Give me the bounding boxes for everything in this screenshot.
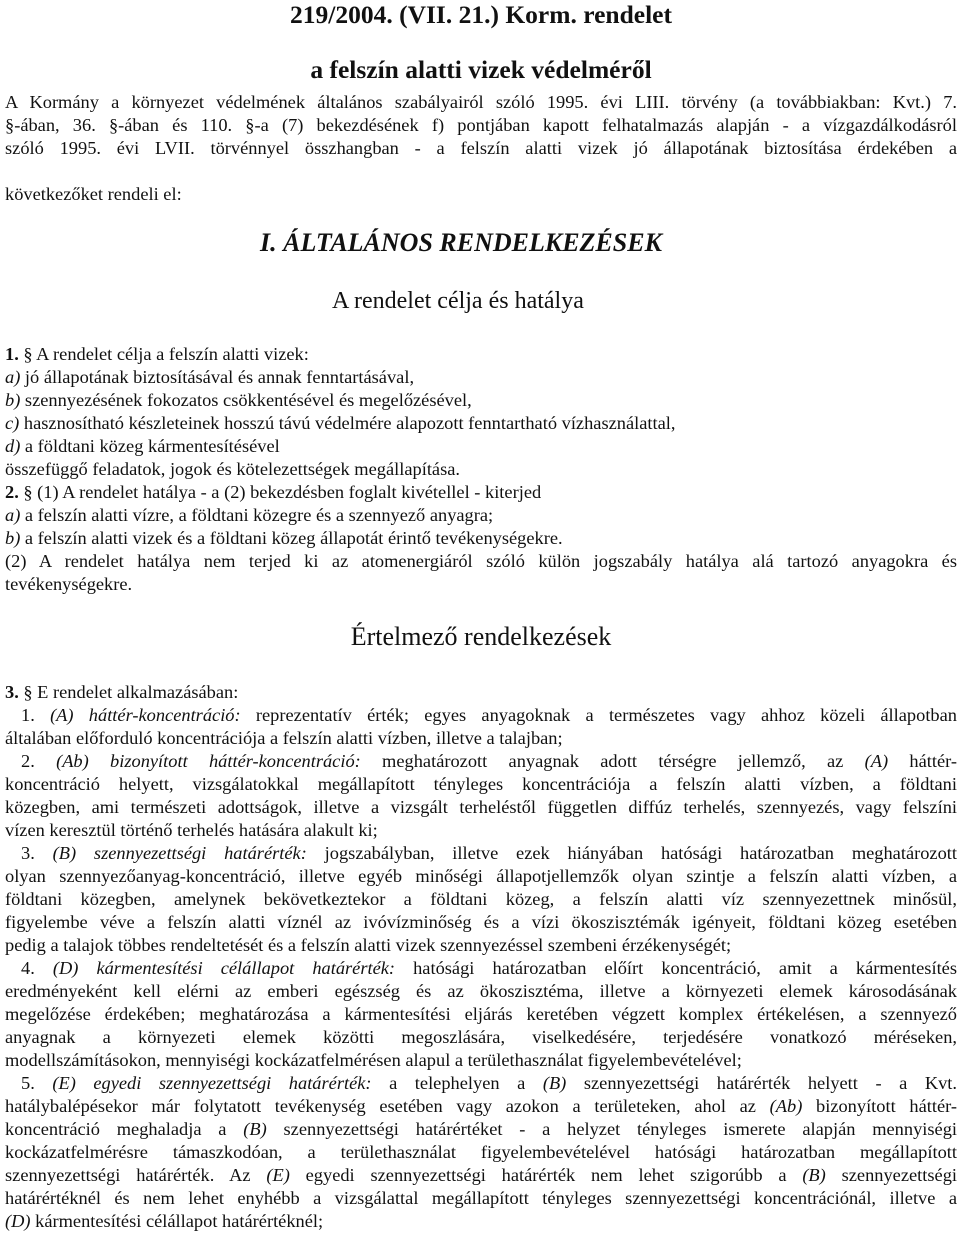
definition-ref: (E) — [266, 1165, 290, 1185]
chapter-heading: I. ÁLTALÁNOS RENDELKEZÉSEK — [260, 228, 662, 257]
item-text: a felszín alatti vízre, a földtani közegre és a szennyező anyagra; — [20, 505, 494, 525]
definition-number: 3. — [21, 843, 53, 863]
section-1-closing: összefüggő feladatok, jogok és kötelezettségek megállapítása. — [5, 459, 461, 479]
section-number: 3. — [5, 682, 24, 702]
definition-5-cont: kockázatfelmérésre támaszkodóan, a területhasználat figyelembevételével hatósági határozatban megállapított — [5, 1142, 957, 1162]
definition-text: szennyezettségi határértéket - a helyzet tényleges ismerete alapján mennyiségi — [266, 1119, 957, 1139]
definition-ref: (A) — [864, 751, 889, 771]
preamble-line: következőket rendeli el: — [5, 184, 182, 204]
definition-4-cont: eredményeként kell elérni az emberi egészség és az ökoszisztéma, illetve a környezeti elemek károsodásának — [5, 981, 957, 1001]
definition-text: reprezentatív érték; egyes anyagoknak a természetes vagy ahhoz közeli állapotban — [240, 705, 957, 725]
section-number: 1. — [5, 344, 24, 364]
item-mark: b) — [5, 390, 21, 410]
definition-5-cont — [5, 1164, 957, 1187]
definition-text: szennyezettségi — [825, 1165, 958, 1185]
list-item — [5, 435, 957, 458]
section-2-paragraph-2: (2) A rendelet hatálya nem terjed ki az atomenergiáról szóló külön jogszabály hatálya alá tartozó anyagokra és — [5, 551, 957, 571]
document-subtitle: a felszín alatti vizek védelméről — [310, 55, 652, 84]
definition-2-cont: vízen keresztül történő terhelés hatására alakult ki; — [5, 820, 378, 840]
definition-5-cont: határértéknél és nem lehet enyhébb a vizsgálattal megállapított tényleges szennyezettségi koncentrációnál, illetve a — [5, 1188, 957, 1208]
definition-text: egyedi szennyezettségi határérték nem lehet szigorúbb a — [289, 1165, 803, 1185]
definition-text: koncentráció meghaladja a — [5, 1119, 244, 1139]
definition-number: 5. — [21, 1073, 53, 1093]
item-mark: d) — [5, 436, 21, 456]
item-mark: a) — [5, 367, 21, 387]
section-text: § A rendelet célja a felszín alatti vizek: — [23, 344, 309, 364]
list-item — [5, 412, 957, 435]
section-text: § (1) A rendelet hatálya - a (2) bekezdésben foglalt kivétellel - kiterjed — [23, 482, 542, 502]
section-text: § E rendelet alkalmazásában: — [23, 682, 239, 702]
definition-5-cont — [5, 1210, 957, 1233]
item-mark: c) — [5, 413, 20, 433]
definition-number: 4. — [21, 958, 53, 978]
definition-text: szennyezettségi határérték. Az — [5, 1165, 267, 1185]
definition-text: szennyezettségi határérték helyett - a Kvt. — [566, 1073, 958, 1093]
definition-4-cont: anyagnak a környezeti elemek közötti megoszlására, viselkedésére, terjedésére vonatkozó méréseken, — [5, 1027, 957, 1047]
definition-number: 1. — [21, 705, 51, 725]
definition-ref: (Ab) — [769, 1096, 803, 1116]
definition-term: (Ab) bizonyított háttér-koncentráció: — [56, 751, 361, 771]
definition-text: hatósági határozatban előírt koncentráció, amit a kármentesítés — [395, 958, 958, 978]
definition-3-cont: földtani közegben, amelynek bekövetkeztekor a földtani közeg, a felszín alatti víz szennyezettnek minősül, — [5, 889, 957, 909]
section-1-intro — [5, 343, 957, 366]
list-item — [5, 366, 957, 389]
definition-3 — [5, 842, 957, 865]
definitions-heading: Értelmező rendelkezések — [350, 622, 612, 651]
definition-term: (D) kármentesítési célállapot határérték: — [52, 958, 396, 978]
definition-3-cont: olyan szennyezőanyag-koncentráció, illetve egyéb minőségi állapotjellemzők olyan szintje a felszín alatti vízben, a — [5, 866, 957, 886]
section-3-intro — [5, 681, 957, 704]
item-text: szennyezésének fokozatos csökkentésével és megelőzésével, — [20, 390, 472, 410]
definition-ref: (B) — [243, 1119, 267, 1139]
definition-4 — [5, 957, 957, 980]
definition-text: bizonyított háttér- — [802, 1096, 957, 1116]
definition-term: (E) egyedi szennyezettségi határérték: — [52, 1073, 372, 1093]
definition-2-cont: közegben, ami természeti adottságok, illetve a vizsgált terheléstől független diffúz terhelés, szennyezés, vagy felszíni — [5, 797, 957, 817]
definition-5-cont — [5, 1118, 957, 1141]
definition-ref: (B) — [542, 1073, 567, 1093]
preamble-line: A Kormány a környezet védelmének általános szabályairól szóló 1995. évi LIII. törvény (a továbbiakban: Kvt.) 7. — [5, 92, 957, 112]
definition-5-cont — [5, 1095, 957, 1118]
definition-2-cont: koncentráció helyett, vizsgálatokkal megállapított tényleges koncentrációja a felszín alatti vízben, a földtani — [5, 774, 957, 794]
item-mark: b) — [5, 528, 21, 548]
definition-4-cont: modellszámításokon, mennyiségi kockázatfelmérésen alapul a területhasználat figyelembevételével; — [5, 1050, 742, 1070]
definition-2 — [5, 750, 957, 773]
list-item — [5, 504, 957, 527]
definition-1 — [5, 704, 957, 727]
definition-text: a telephelyen a — [371, 1073, 543, 1093]
section-2-paragraph-2: tevékenységekre. — [5, 574, 133, 594]
list-item — [5, 389, 957, 412]
item-text: a földtani közeg kármentesítésével — [20, 436, 280, 456]
definition-3-cont: figyelembe véve a felszín alatti víznél az ivóvízminőség és a vízi ökoszisztémák igényeit, földtani közeg esetében — [5, 912, 957, 932]
definition-3-cont: pedig a talajok többes rendeltetését és a felszín alatti vizek szennyezéssel szembeni érzékenységét; — [5, 935, 732, 955]
definition-ref: (D) — [5, 1211, 31, 1231]
definition-text: jogszabályban, illetve ezek hiányában hatósági határozatban meghatározott — [306, 843, 958, 863]
definition-text: hatálybalépésekor már folytatott tevékenység esetében vagy azokon a területeken, ahol az — [5, 1096, 770, 1116]
definition-number: 2. — [21, 751, 57, 771]
item-text: hasznosítható készleteinek hosszú távú védelmére alapozott fenntartható vízhasználattal, — [19, 413, 676, 433]
item-text: a felszín alatti vizek és a földtani közeg állapotát érintő tevékenységekre. — [20, 528, 563, 548]
definition-term: (B) szennyezettségi határérték: — [52, 843, 307, 863]
list-item — [5, 527, 957, 550]
document-title: 219/2004. (VII. 21.) Korm. rendelet — [290, 0, 672, 29]
definition-text: meghatározott anyagnak adott térségre jellemző, az — [360, 751, 865, 771]
item-text: jó állapotának biztosításával és annak fenntartásával, — [20, 367, 415, 387]
definition-term: (A) háttér-koncentráció: — [50, 705, 241, 725]
definition-text: kármentesítési célállapot határértéknél; — [30, 1211, 324, 1231]
definition-5 — [5, 1072, 957, 1095]
item-mark: a) — [5, 505, 21, 525]
definition-4-cont: megelőzése érdekében; meghatározása a kármentesítési eljárás keretében végzett komplex értékelésen, a szennyező — [5, 1004, 957, 1024]
definition-ref: (B) — [802, 1165, 826, 1185]
definition-text: háttér- — [888, 751, 957, 771]
section-subheading: A rendelet célja és hatálya — [332, 288, 584, 314]
section-2-intro — [5, 481, 957, 504]
preamble-line: §-ában, 36. §-ában és 110. §-a (7) bekezdésének f) pontjában kapott felhatalmazás alapján - a vízgazdálkodásról — [5, 115, 957, 135]
preamble-line: szóló 1995. évi LVII. törvénnyel összhangban - a felszín alatti vizek jó állapotának biztosítása érdekében a — [5, 138, 957, 158]
definition-1-cont: általában előforduló koncentrációja a felszín alatti vízben, illetve a talajban; — [5, 728, 563, 748]
section-number: 2. — [5, 482, 24, 502]
